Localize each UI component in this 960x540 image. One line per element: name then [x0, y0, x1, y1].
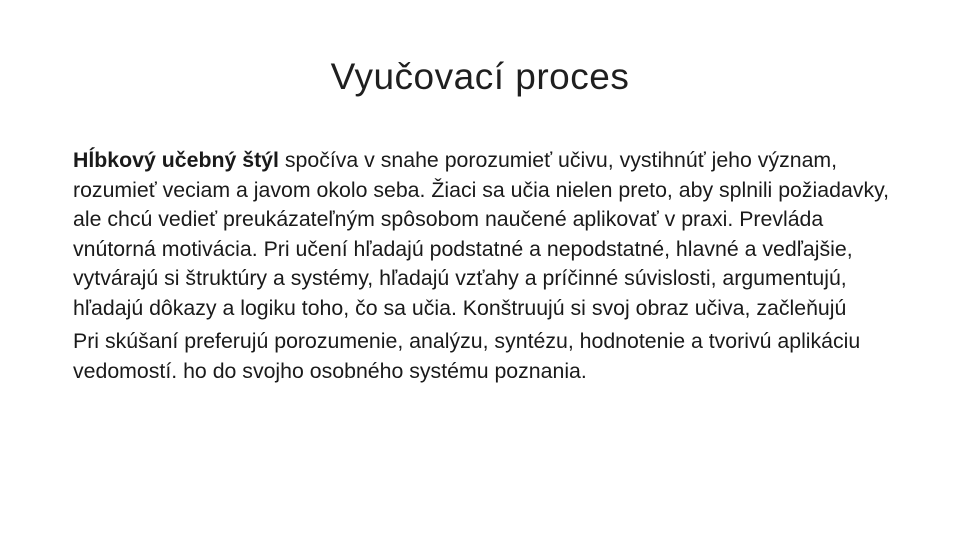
slide-body: [73, 146, 893, 386]
paragraph-testing-preferences: Pri skúšaní preferujú porozumenie, analýzu, syntézu, hodnotenie a tvorivú aplikáciu vedomostí. ho do svojho osobného systému poznania.: [73, 329, 861, 383]
slide-title: Vyučovací proces: [330, 56, 630, 97]
bold-lead-term: Hĺbkový učebný štýl: [73, 148, 279, 172]
paragraph-deep-learning-style: [73, 146, 893, 323]
paragraph-text: spočíva v snahe porozumieť učivu, vystihnúť jeho význam, rozumieť veciam a javom okolo seba. Žiaci sa učia nielen preto, aby splnili požiadavky, ale chcú vedieť preukázateľným spôsobom naučené aplikovať v praxi. Prevláda vnútorná motivácia. Pri učení hľadajú podstatné a nepodstatné, hlavné a vedľajšie, vytvárajú si štruktúry a systémy, hľadajú vzťahy a príčinné súvislosti, argumentujú, hľadajú dôkazy a logiku toho, čo sa učia. Konštruujú si svoj obraz učiva, začleňujú: [73, 148, 890, 320]
